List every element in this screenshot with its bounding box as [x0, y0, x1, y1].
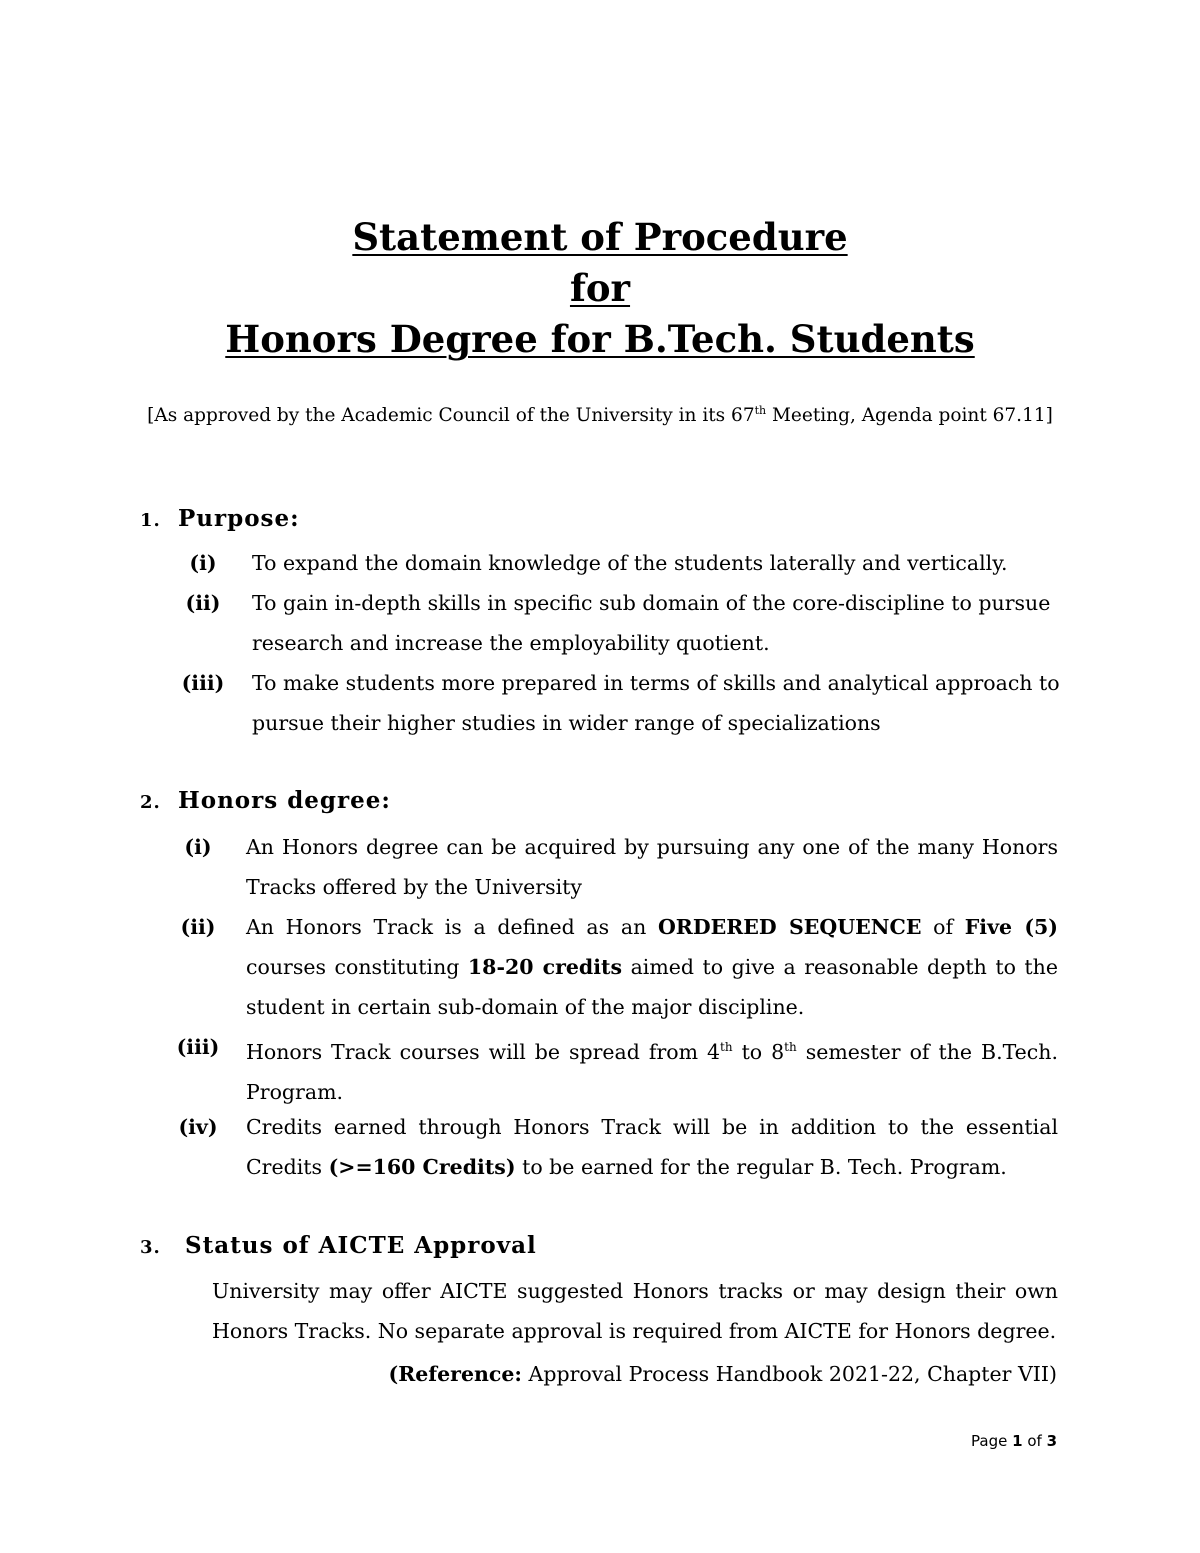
aicte-paragraph: University may offer AICTE suggested Honors tracks or may design their own Honors Tracks. No separate approval is required from AICTE for Honors degree. — [212, 1279, 1058, 1343]
honors-item-3: Honors Track courses will be spread from 4th to 8th semester of the B.Tech. Program. — [246, 1039, 1059, 1104]
purpose-item-3: To make students more prepared in terms of skills and analytical approach to pursue their higher studies in wider range of specializations — [252, 671, 1060, 735]
honors-item-2-number: (ii) — [180, 915, 216, 939]
honors-item-4-number: (iv) — [178, 1115, 218, 1139]
purpose-item-1-number: (i) — [189, 551, 217, 575]
honors-item-2: An Honors Track is a defined as an ORDERED SEQUENCE of Five (5) courses constituting 18-20 credits aimed to give a reasonable depth to the student in certain sub-domain of the major discipline. — [246, 915, 1059, 1019]
honors-item-1-number: (i) — [184, 835, 212, 859]
approval-note: [As approved by the Academic Council of the University in its 67th Meeting, Agenda point 67.11] — [147, 404, 1053, 427]
section-2-heading: 2. Honors degree: — [140, 787, 391, 814]
honors-item-4: Credits earned through Honors Track will be in addition to the essential Credits (>=160 Credits) to be earned for the regular B. Tech. Program. — [246, 1115, 1058, 1179]
aicte-reference: (Reference: Approval Process Handbook 2021-22, Chapter VII) — [388, 1362, 1057, 1386]
purpose-item-2: To gain in-depth skills in specific sub domain of the core-discipline to pursue research and increase the employability quotient. — [252, 591, 1051, 655]
purpose-item-3-number: (iii) — [181, 671, 225, 695]
honors-item-1: An Honors degree can be acquired by pursuing any one of the many Honors Tracks offered by the University — [246, 835, 1058, 899]
purpose-item-1: To expand the domain knowledge of the students laterally and vertically. — [252, 551, 1008, 575]
title-line-3: Honors Degree for B.Tech. Students — [225, 317, 975, 361]
purpose-item-2-number: (ii) — [185, 591, 221, 615]
title-line-2: for — [569, 266, 631, 310]
page-number: Page 1 of 3 — [971, 1432, 1057, 1450]
honors-item-3-number: (iii) — [176, 1035, 220, 1059]
title-line-1: Statement of Procedure — [352, 215, 848, 259]
section-3-heading: 3. Status of AICTE Approval — [140, 1232, 537, 1259]
section-1-heading: 1. Purpose: — [140, 505, 300, 532]
